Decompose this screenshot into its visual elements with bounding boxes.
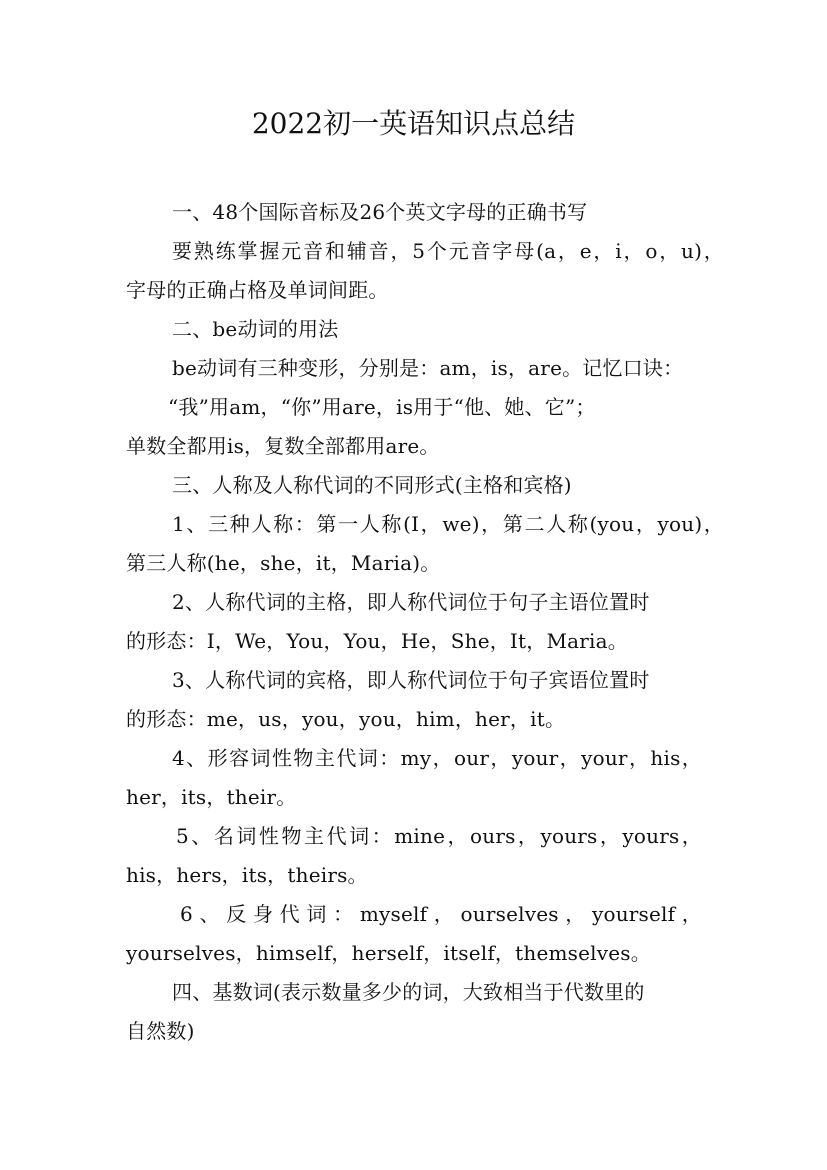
text-line: 字母的正确占格及单词间距。 — [126, 278, 389, 302]
text-line: be动词有三种变形，分别是：am，is，are。记忆口诀： — [172, 356, 684, 380]
text-line: his，hers，its，theirs。 — [126, 863, 368, 887]
text-line: 的形态：me，us，you，you，him，her，it。 — [126, 707, 566, 731]
text-line: 6、反身代词：myself，ourselves，yourself， — [180, 902, 702, 926]
text-line: 要熟练掌握元音和辅音，5个元音字母(a，e，i，o，u)， — [172, 239, 724, 263]
text-line: 自然数) — [126, 1019, 195, 1043]
text-line: her，its，their。 — [126, 785, 297, 809]
text-line: 单数全都用is，复数全部都用are。 — [126, 434, 440, 458]
text-line: “我”用am，“你”用are，is用于“他、她、它”； — [168, 395, 596, 419]
text-line: 4、形容词性物主代词：my，our，your，your，his， — [172, 746, 702, 770]
text-line: 1、三种人称：第一人称(I，we)，第二人称(you，you)， — [172, 512, 724, 536]
text-line: yourselves，himself，herself，itself，themselves。 — [126, 941, 651, 965]
text-line: 的形态：I，We，You，You，He，She，It，Maria。 — [126, 629, 628, 653]
text-line: 5、名词性物主代词：mine，ours，yours，yours， — [176, 824, 702, 848]
text-line: 一、48个国际音标及26个英文字母的正确书写 — [172, 200, 588, 224]
text-line: 二、be动词的用法 — [172, 317, 339, 341]
document-title: 2022初一英语知识点总结 — [251, 107, 576, 140]
text-line: 三、人称及人称代词的不同形式(主格和宾格) — [172, 473, 572, 497]
text-line: 四、基数词(表示数量多少的词，大致相当于代数里的 — [172, 980, 645, 1004]
text-line: 2、人称代词的主格，即人称代词位于句子主语位置时 — [172, 590, 650, 614]
text-line: 第三人称(he，she，it，Maria)。 — [126, 551, 441, 575]
text-line: 3、人称代词的宾格，即人称代词位于句子宾语位置时 — [172, 668, 650, 692]
